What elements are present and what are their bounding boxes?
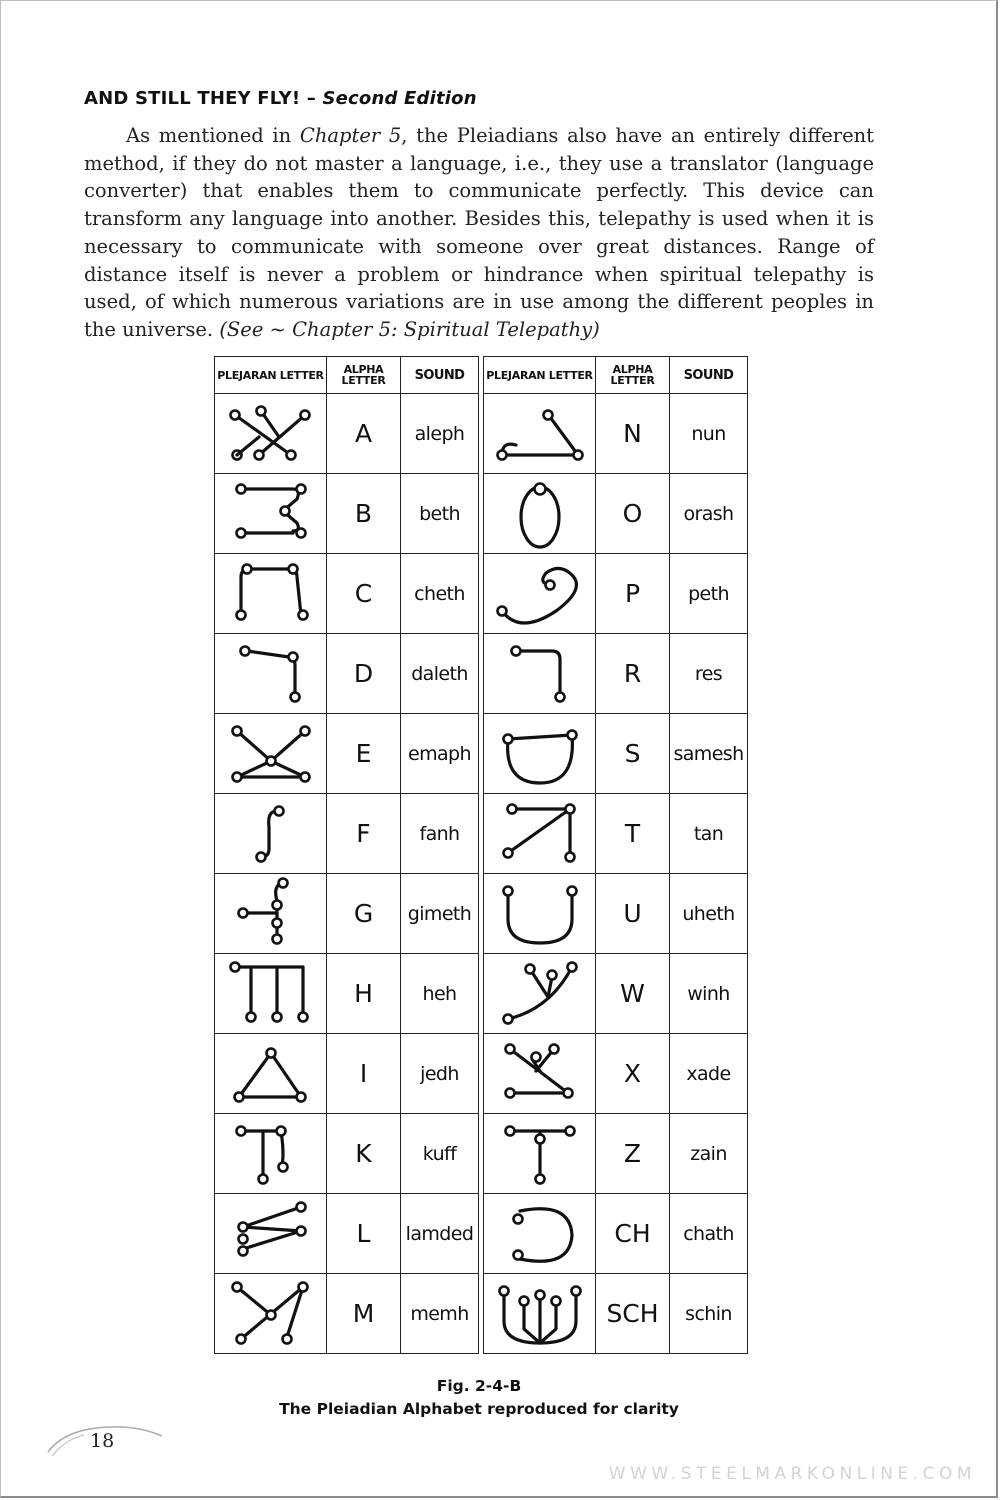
glyph-w-icon: [490, 957, 590, 1031]
glyph-p-icon: [490, 557, 590, 631]
alpha-letter: H: [327, 954, 401, 1034]
sound: schin: [670, 1274, 748, 1354]
pleiadian-letter-cell: [484, 394, 596, 474]
pleiadian-letter-cell: [484, 1274, 596, 1354]
alpha-letter: N: [596, 394, 670, 474]
glyph-m-icon: [221, 1277, 321, 1351]
sound: cheth: [401, 554, 479, 634]
pleiadian-letter-cell: [215, 634, 327, 714]
see-reference: (See ~ Chapter 5: Spiritual Telepathy): [219, 317, 600, 341]
sound: beth: [401, 474, 479, 554]
pleiadian-letter-cell: [484, 1194, 596, 1274]
book-title: AND STILL THEY FLY! –: [84, 88, 316, 109]
pleiadian-letter-cell: [484, 634, 596, 714]
glyph-t-icon: [490, 797, 590, 871]
pleiadian-letter-cell: [215, 554, 327, 634]
table-header-row: [215, 357, 748, 394]
pleiadian-letter-cell: [484, 474, 596, 554]
alpha-letter: C: [327, 554, 401, 634]
alpha-letter: G: [327, 874, 401, 954]
sound: uheth: [670, 874, 748, 954]
sound: tan: [670, 794, 748, 874]
alpha-letter: SCH: [596, 1274, 670, 1354]
alpha-letter: Z: [596, 1114, 670, 1194]
glyph-s-icon: [490, 717, 590, 791]
glyph-h-icon: [221, 957, 321, 1031]
sound: memh: [401, 1274, 479, 1354]
alpha-letter: T: [596, 794, 670, 874]
pleiadian-letter-cell: [215, 874, 327, 954]
alpha-letter: CH: [596, 1194, 670, 1274]
alpha-letter: K: [327, 1114, 401, 1194]
pleiadian-letter-cell: [484, 954, 596, 1034]
sound: fanh: [401, 794, 479, 874]
pleiadian-letter-cell: [484, 554, 596, 634]
alpha-letter: U: [596, 874, 670, 954]
sound: gimeth: [401, 874, 479, 954]
glyph-e-icon: [221, 717, 321, 791]
sound: res: [670, 634, 748, 714]
header-pleiaran-letter: PLEJARAN LETTER: [484, 357, 596, 394]
alpha-letter: D: [327, 634, 401, 714]
table-row: [215, 1034, 748, 1114]
glyph-g-icon: [221, 877, 321, 951]
pleiadian-letter-cell: [484, 1034, 596, 1114]
glyph-d-icon: [221, 637, 321, 711]
glyph-b-icon: [221, 477, 321, 551]
pleiadian-letter-cell: [215, 1114, 327, 1194]
header-sound: SOUND: [401, 357, 479, 394]
glyph-f-icon: [221, 797, 321, 871]
alpha-letter: A: [327, 394, 401, 474]
body-paragraph: As mentioned in Chapter 5, the Pleiadians also have an entirely different method, if they do not master a language, i.e., they use a translator (language converter) that enables them to communicate perfectly. This device can transform any language into another. Besides this, telepathy is used when it is necessary to communicate with someone over great distances. Range of distance itself is never a problem or hindrance when spiritual telepathy is used, of which numerous variations are in use among the different peoples in the universe. (See ~ Chapter 5: Spiritual Telepathy): [84, 124, 875, 341]
glyph-ch-icon: [490, 1197, 590, 1271]
sound: lamded: [401, 1194, 479, 1274]
sound: peth: [670, 554, 748, 634]
glyph-x-icon: [490, 1037, 590, 1111]
glyph-n-icon: [490, 397, 590, 471]
pleiadian-letter-cell: [215, 394, 327, 474]
chapter-reference: Chapter 5: [299, 124, 402, 147]
table-row: [215, 1274, 748, 1354]
edition-label: Second Edition: [322, 88, 477, 109]
glyph-l-icon: [221, 1197, 321, 1271]
pleiadian-letter-cell: [215, 954, 327, 1034]
alpha-letter: P: [596, 554, 670, 634]
glyph-r-icon: [490, 637, 590, 711]
pleiadian-letter-cell: [484, 874, 596, 954]
pleiadian-letter-cell: [215, 1034, 327, 1114]
pleiadian-letter-cell: [484, 794, 596, 874]
sound: kuff: [401, 1114, 479, 1194]
alpha-letter: E: [327, 714, 401, 794]
pleiadian-letter-cell: [215, 474, 327, 554]
sound: aleph: [401, 394, 479, 474]
pleiadian-letter-cell: [484, 714, 596, 794]
watermark: WWW.STEELMARKONLINE.COM: [608, 1464, 976, 1484]
sound: chath: [670, 1194, 748, 1274]
sound: emaph: [401, 714, 479, 794]
sound: zain: [670, 1114, 748, 1194]
sound: orash: [670, 474, 748, 554]
pleiadian-letter-cell: [215, 794, 327, 874]
sound: jedh: [401, 1034, 479, 1114]
header-alpha-letter: ALPHA LETTER: [327, 357, 401, 394]
alpha-letter: M: [327, 1274, 401, 1354]
table-row: [215, 954, 748, 1034]
alpha-letter: F: [327, 794, 401, 874]
sound: heh: [401, 954, 479, 1034]
table-row: [215, 714, 748, 794]
table-row: [215, 1194, 748, 1274]
pleiadian-letter-cell: [215, 714, 327, 794]
table-row: [215, 874, 748, 954]
alpha-letter: X: [596, 1034, 670, 1114]
glyph-o-icon: [490, 477, 590, 551]
pleiadian-letter-cell: [215, 1194, 327, 1274]
header-pleiaran-letter: PLEJARAN LETTER: [215, 357, 327, 394]
sound: samesh: [670, 714, 748, 794]
table-row: [215, 474, 748, 554]
figure-number: Fig. 2-4-B: [436, 1377, 522, 1395]
glyph-u-icon: [490, 877, 590, 951]
sound: daleth: [401, 634, 479, 714]
pleiadian-letter-cell: [484, 1114, 596, 1194]
alpha-letter: S: [596, 714, 670, 794]
sound: winh: [670, 954, 748, 1034]
alpha-letter: I: [327, 1034, 401, 1114]
table-row: [215, 554, 748, 634]
alpha-letter: W: [596, 954, 670, 1034]
pleiadian-letter-cell: [215, 1274, 327, 1354]
figure-caption: The Pleiadian Alphabet reproduced for clarity: [279, 1400, 679, 1418]
running-header: [84, 88, 477, 109]
glyph-sch-icon: [490, 1277, 590, 1351]
glyph-a-icon: [221, 397, 321, 471]
alpha-letter: O: [596, 474, 670, 554]
glyph-c-icon: [221, 557, 321, 631]
page-number: 18: [90, 1430, 115, 1452]
sound: xade: [670, 1034, 748, 1114]
glyph-k-icon: [221, 1117, 321, 1191]
glyph-i-icon: [221, 1037, 321, 1111]
alpha-letter: L: [327, 1194, 401, 1274]
table-row: [215, 1114, 748, 1194]
header-sound: SOUND: [670, 357, 748, 394]
header-alpha-letter: ALPHA LETTER: [596, 357, 670, 394]
alpha-letter: B: [327, 474, 401, 554]
glyph-z-icon: [490, 1117, 590, 1191]
sound: nun: [670, 394, 748, 474]
table-row: [215, 634, 748, 714]
table-row: [215, 394, 748, 474]
table-row: [215, 794, 748, 874]
alpha-letter: R: [596, 634, 670, 714]
pleiadian-alphabet-table: [214, 356, 748, 1354]
